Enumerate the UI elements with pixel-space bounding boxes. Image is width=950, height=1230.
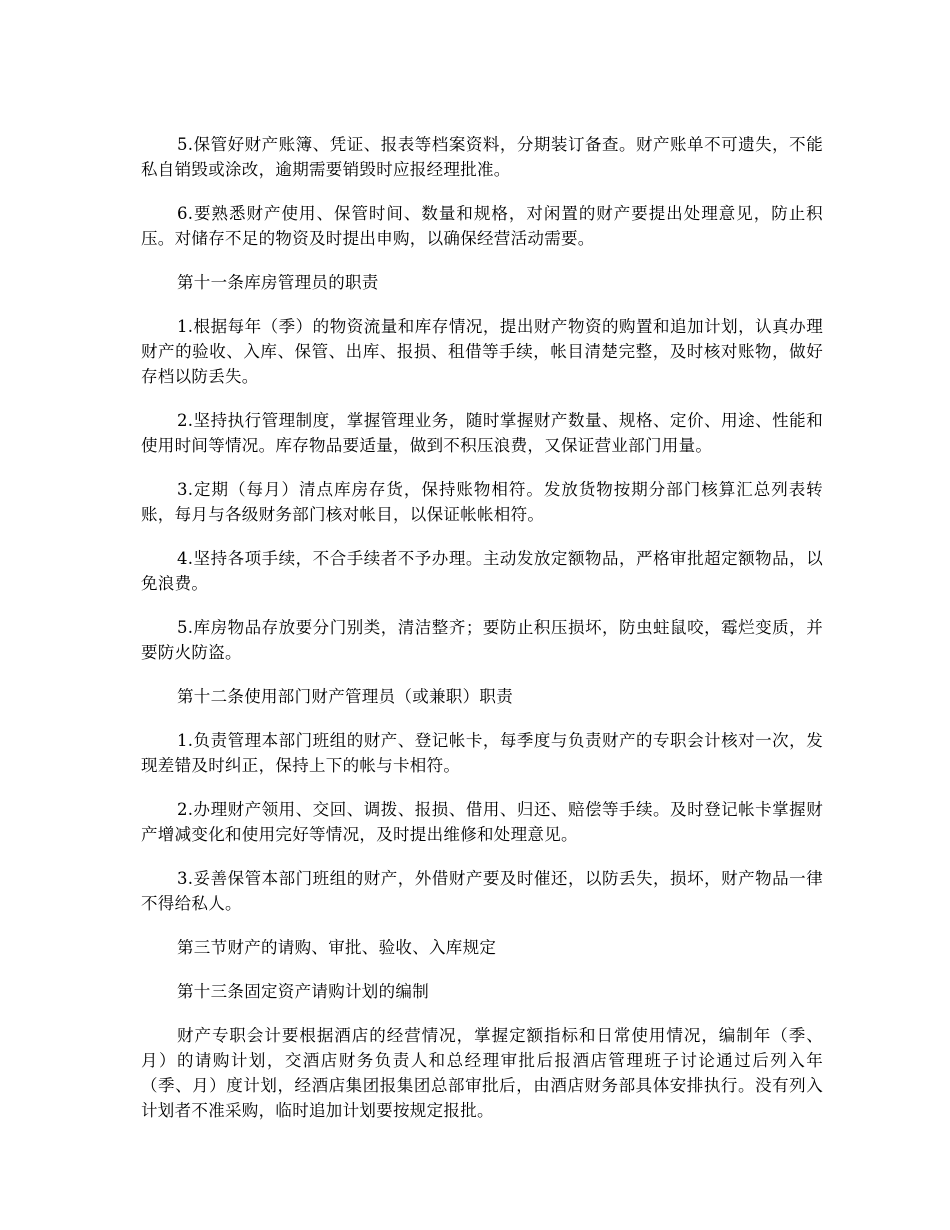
article-11-item-4: 4.坚持各项手续，不合手续者不予办理。主动发放定额物品，严格审批超定额物品，以免浪费。 bbox=[141, 549, 823, 593]
section-3-heading: 第三节财产的请购、审批、验收、入库规定 bbox=[177, 938, 497, 957]
article-13-body: 财产专职会计要根据酒店的经营情况，掌握定额指标和日常使用情况，编制年（季、月）的请购计划，交酒店财务负责人和总经理审批后报酒店管理班子讨论通过后列入年（季、月）度计划，经酒店集团报集团总部审批后，由酒店财务部具体安排执行。没有列入计划者不准采购，临时追加计划要按规定报批。 bbox=[141, 1026, 823, 1120]
paragraph-6-usage: 6.要熟悉财产使用、保管时间、数量和规格，对闲置的财产要提出处理意见，防止积压。对储存不足的物资及时提出申购，以确保经营活动需要。 bbox=[141, 204, 823, 248]
article-11-item-3: 3.定期（每月）清点库房存货，保持账物相符。发放货物按期分部门核算汇总列表转账，每月与各级财务部门核对帐目，以保证帐帐相符。 bbox=[141, 480, 823, 524]
article-12-item-1: 1.负责管理本部门班组的财产、登记帐卡，每季度与负责财产的专职会计核对一次，发现差错及时纠正，保持上下的帐与卡相符。 bbox=[141, 731, 823, 775]
document-body bbox=[141, 132, 823, 1142]
article-11-item-2: 2.坚持执行管理制度，掌握管理业务，随时掌握财产数量、规格、定价、用途、性能和使用时间等情况。库存物品要适量，做到不积压浪费，又保证营业部门用量。 bbox=[141, 411, 823, 455]
article-13-heading: 第十三条固定资产请购计划的编制 bbox=[177, 982, 429, 1001]
article-12-heading: 第十二条使用部门财产管理员（或兼职）职责 bbox=[177, 687, 513, 706]
article-11-heading: 第十一条库房管理员的职责 bbox=[177, 273, 379, 292]
article-12-item-2: 2.办理财产领用、交回、调拨、报损、借用、归还、赔偿等手续。及时登记帐卡掌握财产增减变化和使用完好等情况，及时提出维修和处理意见。 bbox=[141, 800, 823, 844]
paragraph-5-archive: 5.保管好财产账簿、凭证、报表等档案资料，分期装订备查。财产账单不可遗失，不能私自销毁或涂改，逾期需要销毁时应报经理批准。 bbox=[141, 135, 823, 179]
article-11-item-1: 1.根据每年（季）的物资流量和库存情况，提出财产物资的购置和追加计划，认真办理财产的验收、入库、保管、出库、报损、租借等手续，帐目清楚完整，及时核对账物，做好存档以防丢失。 bbox=[141, 317, 823, 386]
article-12-item-3: 3.妥善保管本部门班组的财产，外借财产要及时催还，以防丢失，损坏，财产物品一律不得给私人。 bbox=[141, 869, 823, 913]
article-11-item-5: 5.库房物品存放要分门别类，清洁整齐；要防止积压损坏，防虫蛀鼠咬，霉烂变质，并要防火防盗。 bbox=[141, 618, 823, 662]
